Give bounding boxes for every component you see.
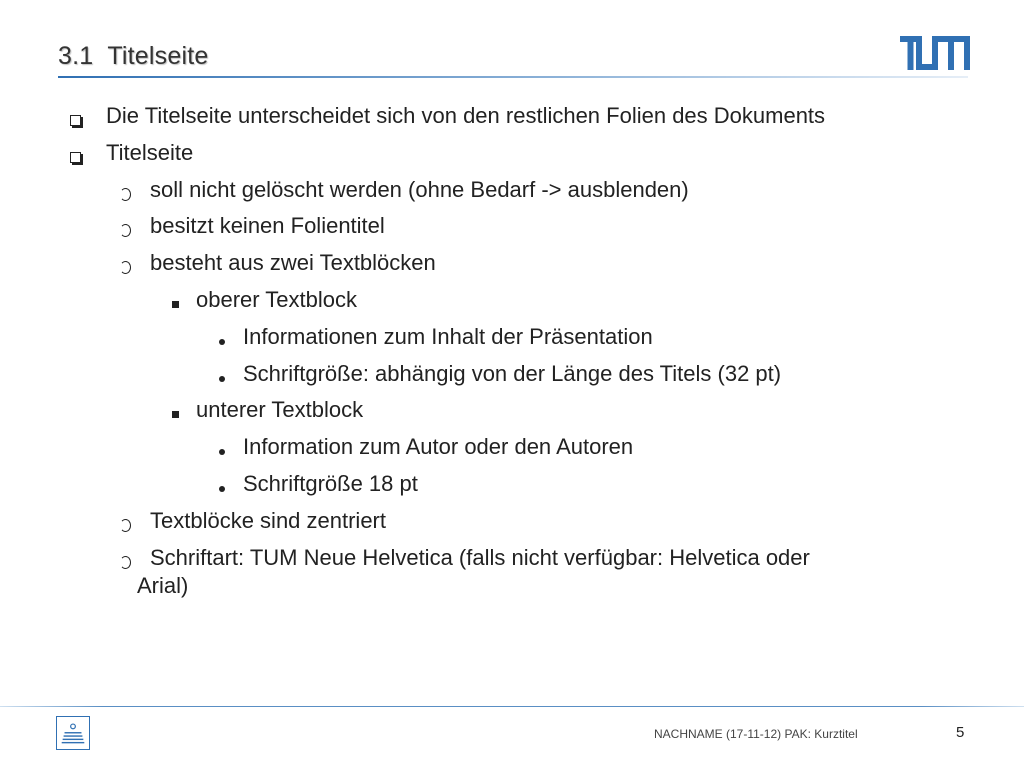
slide-title — [58, 42, 208, 71]
square-bullet-icon — [70, 152, 81, 163]
footer-text: NACHNAME (17-11-12) PAK: Kurztitel — [654, 727, 858, 741]
list-item-level-4: Schriftgröße: abhängig von der Länge des Titels (32 pt) — [243, 360, 782, 386]
list-item-continuation: Arial) — [137, 572, 189, 598]
dot-bullet-icon — [219, 486, 225, 492]
title-text: Titelseite — [107, 42, 209, 70]
dot-bullet-icon — [219, 339, 225, 345]
ring-bullet-icon — [120, 224, 131, 237]
header-divider — [58, 76, 968, 78]
list-item-level-2: soll nicht gelöscht werden (ohne Bedarf -> ausblenden) — [150, 176, 689, 202]
list-item-level-1: Die Titelseite unterscheidet sich von den restlichen Folien des Dokuments — [106, 103, 826, 128]
ring-bullet-icon — [120, 556, 131, 569]
list-item-level-4: Schriftgröße 18 pt — [243, 471, 418, 496]
small-square-bullet-icon — [172, 301, 179, 308]
dot-bullet-icon — [219, 449, 225, 455]
page-number: 5 — [956, 724, 965, 741]
footer-divider — [0, 706, 1024, 707]
list-item-level-2: Schriftart: TUM Neue Helvetica (falls nicht verfügbar: Helvetica oder — [150, 544, 810, 570]
tum-building-icon — [56, 716, 90, 750]
square-bullet-icon — [70, 115, 81, 126]
list-item-level-2: besitzt keinen Folientitel — [150, 213, 385, 239]
tum-logo — [900, 36, 970, 70]
list-item-level-1: Titelseite — [106, 139, 194, 165]
list-item-level-2: Textblöcke sind zentriert — [150, 507, 386, 533]
list-item-level-3: oberer Textblock — [196, 287, 358, 312]
list-item-level-2: besteht aus zwei Textblöcken — [150, 250, 436, 276]
ring-bullet-icon — [120, 519, 131, 532]
ring-bullet-icon — [120, 188, 131, 201]
list-item-level-4: Informationen zum Inhalt der Präsentation — [243, 323, 653, 349]
section-number: 3.1 — [58, 42, 94, 70]
small-square-bullet-icon — [172, 411, 179, 418]
list-item-level-4: Information zum Autor oder den Autoren — [243, 434, 634, 460]
ring-bullet-icon — [120, 261, 131, 274]
list-item-level-3: unterer Textblock — [196, 397, 364, 423]
dot-bullet-icon — [219, 376, 225, 382]
